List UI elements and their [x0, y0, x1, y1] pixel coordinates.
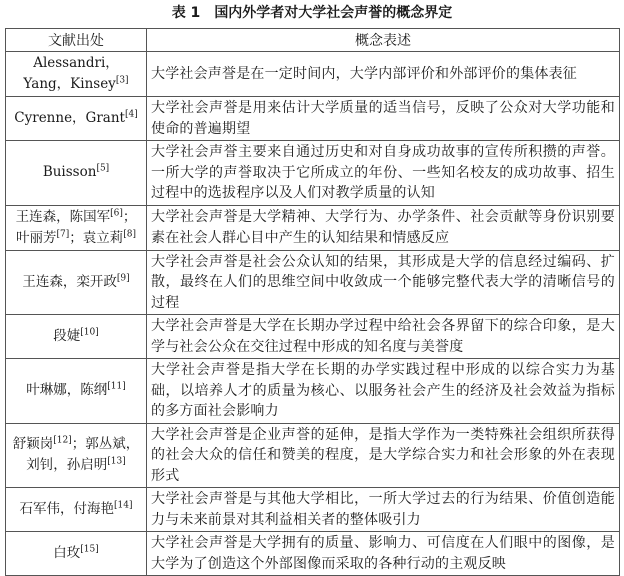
- table-row: [6, 205, 620, 250]
- author-cell: [6, 532, 147, 576]
- ref-mark: [4]: [124, 109, 138, 120]
- table-row: [6, 532, 620, 576]
- table-row: [6, 359, 620, 424]
- table-row: [6, 488, 620, 532]
- ref-mark: [5]: [96, 163, 110, 174]
- concept-cell: 大学社会声誉主要来自通过历史和对自身成功故事的宣传所积攒的声誉。一所大学的声誉取决于它所成立的年份、一些知名校友的成功故事、招生过程中的选拔程序以及人们对教学质量的认知: [147, 141, 620, 206]
- author-cell: [6, 250, 147, 315]
- author-text: Alessandri，Yang，Kinsey: [23, 55, 119, 92]
- table-title: 国内外学者对大学社会声誉的概念界定: [214, 5, 453, 21]
- header-concept: 概念表述: [147, 29, 620, 52]
- table-caption: [0, 0, 624, 26]
- author-text: 王连森，陈国军: [15, 208, 111, 225]
- concept-cell: 大学社会声誉是企业声誉的延伸，是指大学作为一类特殊社会组织所获得的社会大众的信任和赞美的程度，是大学综合实力和社会形象的外在表现形式: [147, 423, 620, 488]
- concept-cell: 大学社会声誉是在一定时间内，大学内部评价和外部评价的集体表征: [147, 52, 620, 97]
- ref-mark: [13]: [107, 456, 126, 467]
- concept-cell: 大学社会声誉是与其他大学相比，一所大学过去的行为结果、价值创造能力与未来前景对其利益相关者的整体吸引力: [147, 488, 620, 532]
- ref-mark: [12]: [53, 435, 72, 446]
- header-row: [6, 29, 620, 52]
- author-cell: [6, 97, 147, 141]
- author-text: ；郭丛斌，刘钊，孙启明: [26, 436, 140, 474]
- author-text: Buisson: [42, 164, 97, 181]
- ref-mark: [11]: [107, 381, 126, 392]
- table-row: [6, 315, 620, 359]
- author-text: 舒颖岗: [12, 436, 54, 453]
- ref-mark: [3]: [115, 75, 129, 86]
- header-source: 文献出处: [6, 29, 147, 52]
- concept-cell: 大学社会声誉是社会公众认知的结果，其形成是大学的信息经过编码、扩散，最终在人们的思维空间中收敛成一个能够完整代表大学的清晰信号的过程: [147, 250, 620, 315]
- concept-table: [5, 28, 620, 576]
- author-cell: [6, 205, 147, 250]
- concept-cell: 大学社会声誉是大学精神、大学行为、办学条件、社会贡献等身份识别要素在社会人群心目中产生的认知结果和情感反应: [147, 205, 620, 250]
- table-number: 表 1: [171, 5, 201, 21]
- author-cell: [6, 423, 147, 488]
- table-row: [6, 141, 620, 206]
- author-text: 白玫: [53, 545, 81, 561]
- ref-mark: [9]: [116, 273, 130, 284]
- author-text: Cyrenne，Grant: [14, 110, 125, 126]
- ref-mark: [14]: [114, 500, 133, 511]
- ref-mark: [8]: [123, 229, 136, 239]
- author-cell: [6, 488, 147, 532]
- concept-cell: 大学社会声誉是大学拥有的质量、影响力、可信度在人们眼中的图像，是大学为了创造这个外部图像而采取的各种行动的主观反映: [147, 532, 620, 576]
- ref-mark: [7]: [56, 229, 70, 239]
- ref-mark: [15]: [80, 544, 99, 555]
- concept-cell: 大学社会声誉是指大学在长期的办学实践过程中形成的以综合实力为基础，以培养人才的质量为核心、以服务社会产生的经济及社会效益为指标的多方面社会影响力: [147, 359, 620, 424]
- concept-cell: 大学社会声誉是大学在长期办学过程中给社会各界留下的综合印象，是大学与社会公众在交往过程中形成的知名度与美誉度: [147, 315, 620, 359]
- author-text: 叶琳娜，陈纲: [26, 382, 108, 399]
- author-text: 王连森，栾开政: [22, 273, 117, 290]
- author-text: ；叶丽芳: [16, 208, 137, 246]
- table-row: [6, 423, 620, 488]
- ref-mark: [10]: [80, 327, 99, 338]
- author-cell: [6, 359, 147, 424]
- table-row: [6, 97, 620, 141]
- author-text: ；袁立莉: [69, 229, 124, 246]
- author-text: 段婕: [53, 328, 81, 344]
- author-text: 石军伟，付海艳: [19, 501, 114, 517]
- ref-mark: [6]: [110, 208, 123, 218]
- table-row: [6, 250, 620, 315]
- author-cell: [6, 52, 147, 97]
- table-row: [6, 52, 620, 97]
- author-cell: [6, 141, 147, 206]
- concept-cell: 大学社会声誉是用来估计大学质量的适当信号，反映了公众对大学功能和使命的普遍期望: [147, 97, 620, 141]
- author-cell: [6, 315, 147, 359]
